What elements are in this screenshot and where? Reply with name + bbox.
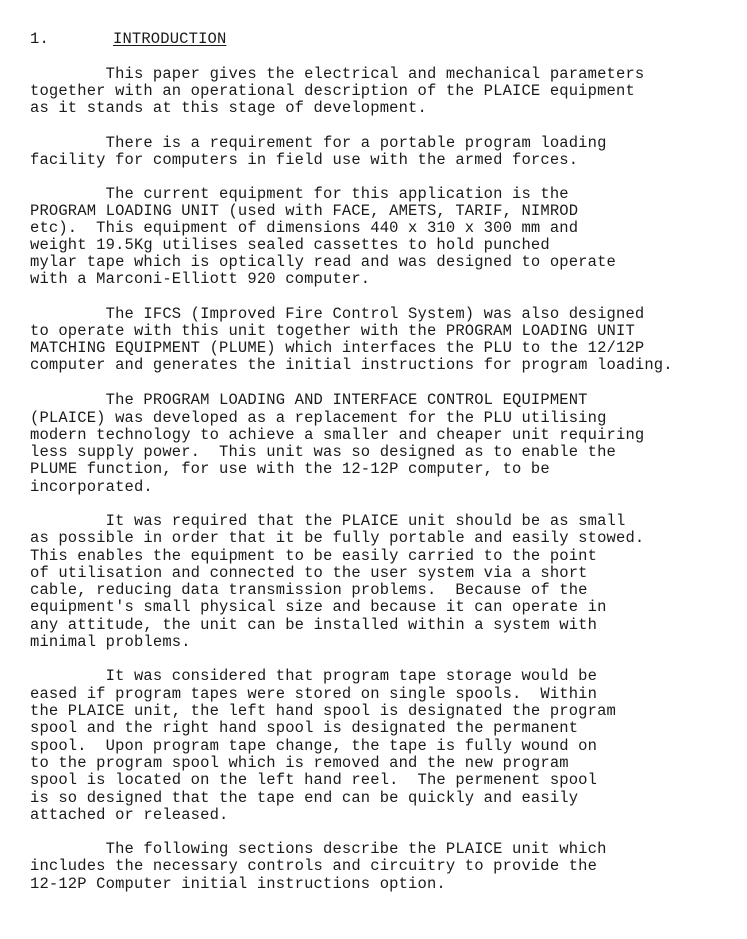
text-line: includes the necessary controls and circuitry to provide the xyxy=(30,857,598,875)
text-line: mylar tape which is optically read and was designed to operate xyxy=(30,253,616,271)
text-line: It was required that the PLAICE unit should be as small xyxy=(30,512,626,530)
text-line: as possible in order that it be fully portable and easily stowed. xyxy=(30,529,645,547)
text-line: spool and the right hand spool is designated the permanent xyxy=(30,719,579,737)
text-line: computer and generates the initial instructions for program loading. xyxy=(30,356,673,374)
text-line: The IFCS (Improved Fire Control System) was also designed xyxy=(30,305,645,323)
text-line: spool. Upon program tape change, the tape is fully wound on xyxy=(30,737,598,755)
text-line: any attitude, the unit can be installed within a system with xyxy=(30,616,598,634)
text-line: PROGRAM LOADING UNIT (used with FACE, AMETS, TARIF, NIMROD xyxy=(30,202,579,220)
text-line: modern technology to achieve a smaller and cheaper unit requiring xyxy=(30,426,645,444)
text-line: The following sections describe the PLAICE unit which xyxy=(30,840,607,858)
text-line: etc). This equipment of dimensions 440 x 310 x 300 mm and xyxy=(30,219,579,237)
text-line: It was considered that program tape storage would be xyxy=(30,667,598,685)
text-line: less supply power. This unit was so designed as to enable the xyxy=(30,443,616,461)
text-line: minimal problems. xyxy=(30,633,191,651)
text-line: There is a requirement for a portable program loading xyxy=(30,134,607,152)
text-line: to operate with this unit together with the PROGRAM LOADING UNIT xyxy=(30,322,635,340)
text-line: PLUME function, for use with the 12-12P computer, to be xyxy=(30,460,550,478)
text-line: is so designed that the tape end can be quickly and easily xyxy=(30,789,579,807)
text-line: The PROGRAM LOADING AND INTERFACE CONTROL EQUIPMENT xyxy=(30,391,588,409)
text-line: attached or released. xyxy=(30,806,229,824)
text-line: equipment's small physical size and because it can operate in xyxy=(30,598,607,616)
text-line: together with an operational description of the PLAICE equipment xyxy=(30,82,635,100)
text-line: incorporated. xyxy=(30,478,153,496)
text-line: to the program spool which is removed and the new program xyxy=(30,754,569,772)
text-line: of utilisation and connected to the user system via a short xyxy=(30,564,588,582)
text-line: weight 19.5Kg utilises sealed cassettes to hold punched xyxy=(30,236,550,254)
text-line: as it stands at this stage of development. xyxy=(30,99,427,117)
text-line: (PLAICE) was developed as a replacement for the PLU utilising xyxy=(30,409,607,427)
text-line: eased if program tapes were stored on single spools. Within xyxy=(30,685,598,703)
text-line: MATCHING EQUIPMENT (PLUME) which interfaces the PLU to the 12/12P xyxy=(30,339,645,357)
text-line: facility for computers in field use with the armed forces. xyxy=(30,151,579,169)
text-line: This paper gives the electrical and mechanical parameters xyxy=(30,65,645,83)
text-line: 12-12P Computer initial instructions option. xyxy=(30,875,446,893)
text-line: This enables the equipment to be easily carried to the point xyxy=(30,547,598,565)
text-line: the PLAICE unit, the left hand spool is designated the program xyxy=(30,702,616,720)
section-number: 1. xyxy=(30,30,49,48)
section-heading: INTRODUCTION xyxy=(113,30,227,48)
text-line: spool is located on the left hand reel. The permenent spool xyxy=(30,771,598,789)
text-line: cable, reducing data transmission problems. Because of the xyxy=(30,581,588,599)
text-line: The current equipment for this application is the xyxy=(30,185,569,203)
text-line: with a Marconi-Elliott 920 computer. xyxy=(30,270,371,288)
